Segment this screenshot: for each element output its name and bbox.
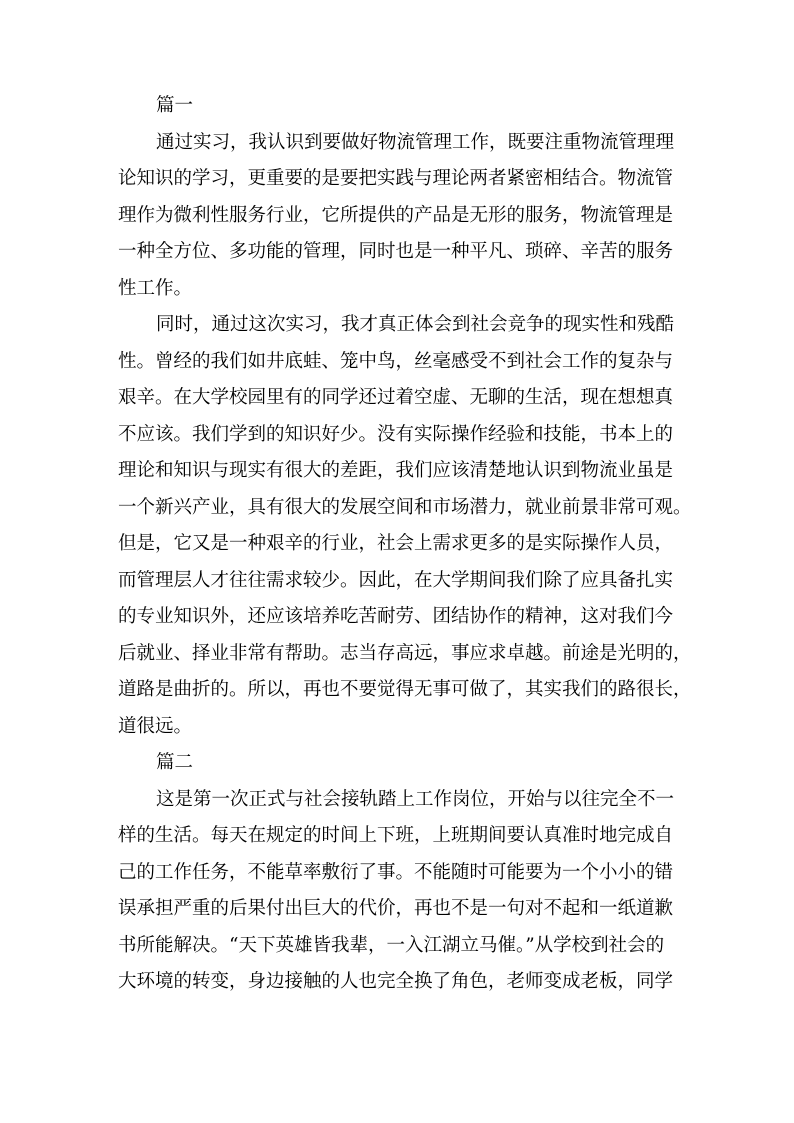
paragraph-line: 一种全方位、多功能的管理，同时也是一种平凡、琐碎、辛苦的服务 [118,241,674,262]
paragraph-line: 大环境的转变，身边接触的人也完全换了角色，老师变成老板，同学 [118,971,674,992]
paragraph-line: 样的生活。每天在规定的时间上下班，上班期间要认真准时地完成自 [118,825,674,846]
paragraph-line: 后就业、择业非常有帮助。志当存高远，事应求卓越。前途是光明的， [118,642,692,664]
paragraph-line: 理论和知识与现实有很大的差距，我们应该清楚地认识到物流业虽是 [118,460,674,481]
paragraph-3 [118,782,682,1001]
paragraph-line: 论知识的学习，更重要的是要把实践与理论两者紧密相结合。物流管 [118,168,674,189]
paragraph-line: 的专业知识外，还应该培养吃苦耐劳、团结协作的精神，这对我们今 [118,606,674,627]
document-body [118,88,692,1001]
paragraph-1 [118,125,682,308]
paragraph-line: 书所能解决。“天下英雄皆我辈，一入江湖立马催。”从学校到社会的 [118,934,665,956]
paragraph-line: 己的工作任务，不能草率敷衍了事。不能随时可能要为一个小小的错 [118,861,674,883]
paragraph-line: 一个新兴产业，具有很大的发展空间和市场潜力，就业前景非常可观。 [118,496,692,518]
paragraph-line: 但是，它又是一种艰辛的行业，社会上需求更多的是实际操作人员， [118,533,674,554]
section-title-2: 篇二 [156,752,194,773]
paragraph-line: 不应该。我们学到的知识好少。没有实际操作经验和技能，书本上的 [118,423,674,445]
paragraph-line: 通过实习，我认识到要做好物流管理工作，既要注重物流管理理 [156,131,675,153]
paragraph-line: 道路是曲折的。所以，再也不要觉得无事可做了，其实我们的路很长， [118,679,692,700]
paragraph-line: 而管理层人才往往需求较少。因此，在大学期间我们除了应具备扎实 [118,569,674,591]
paragraph-line: 道很远。 [118,715,193,737]
paragraph-line: 这是第一次正式与社会接轨踏上工作岗位，开始与以往完全不一 [156,788,675,810]
paragraph-line: 理作为微利性服务行业，它所提供的产品是无形的服务，物流管理是 [118,204,674,226]
paragraph-line: 艰辛。在大学校园里有的同学还过着空虚、无聊的生活，现在想想真 [118,387,674,408]
section-title-1: 篇一 [156,95,194,116]
paragraph-line: 同时，通过这次实习，我才真正体会到社会竞争的现实性和残酷 [156,314,675,335]
paragraph-line: 误承担严重的后果付出巨大的代价，再也不是一句对不起和一纸道歉 [118,898,674,919]
paragraph-line: 性工作。 [118,277,193,299]
paragraph-line: 性。曾经的我们如井底蛙、笼中鸟，丝毫感受不到社会工作的复杂与 [118,350,674,372]
paragraph-2 [118,307,692,745]
